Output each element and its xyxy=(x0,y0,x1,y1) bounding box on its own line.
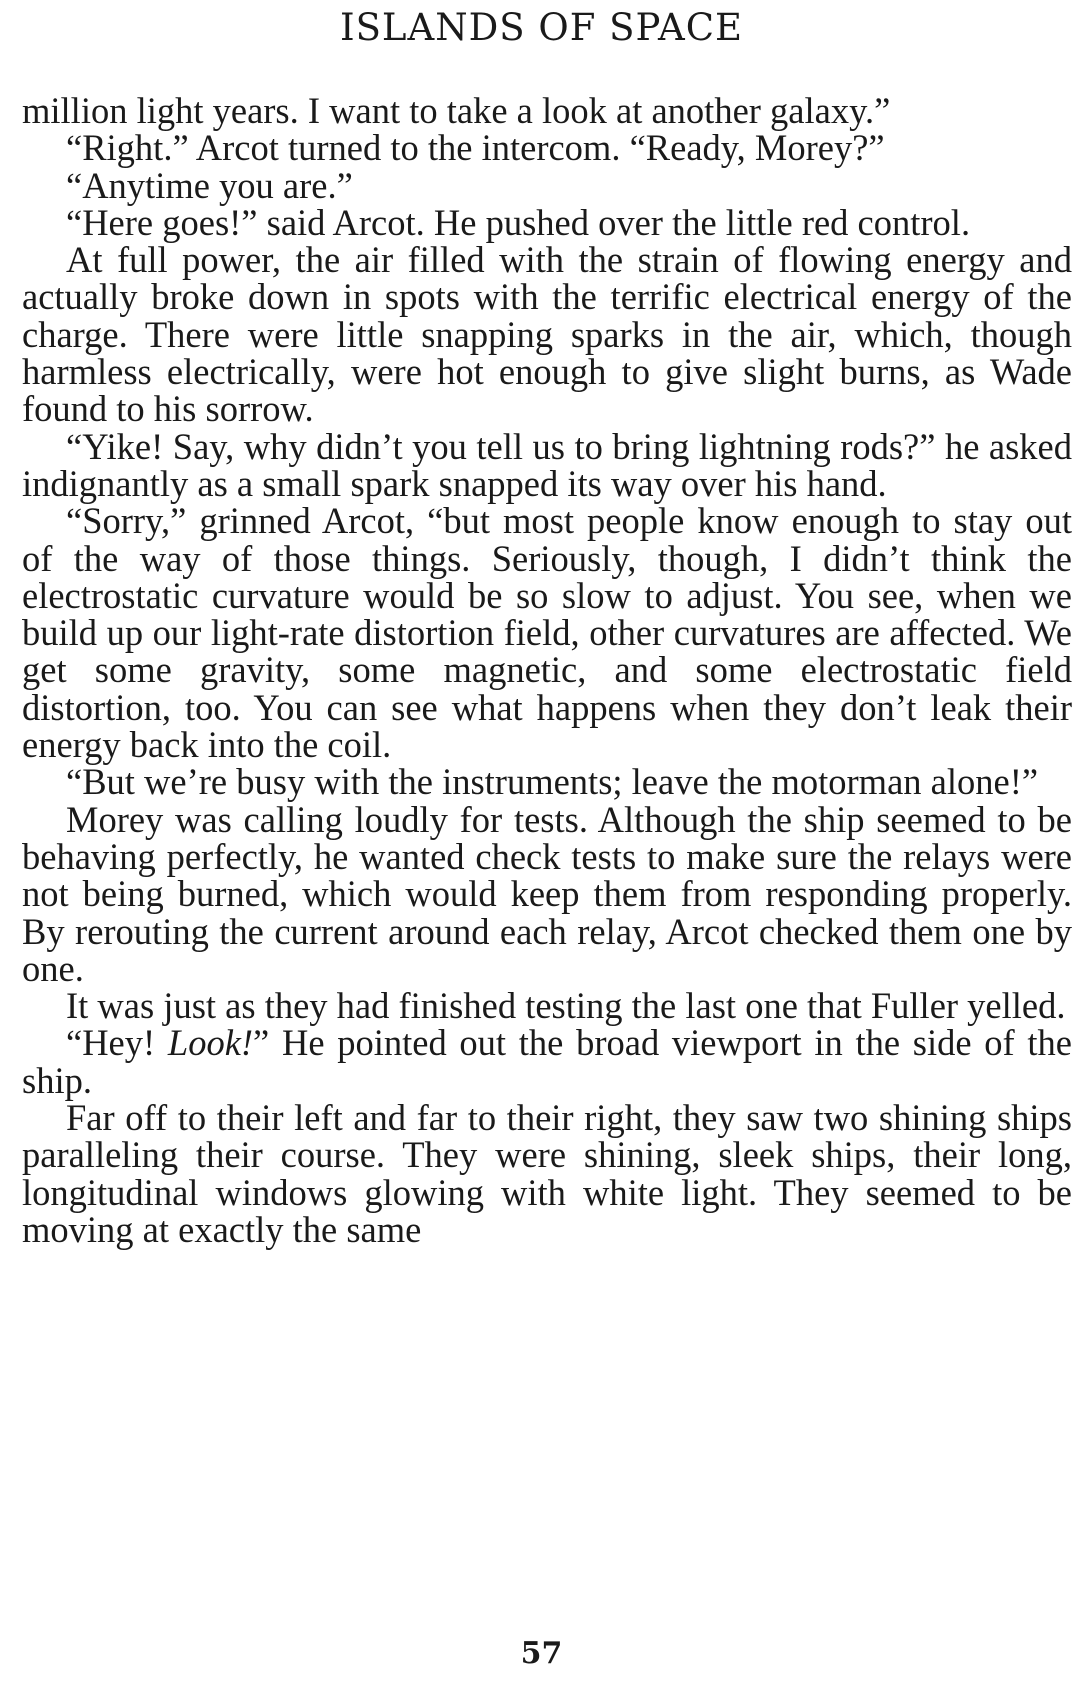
paragraph-hey-look xyxy=(22,1024,1072,1099)
paragraph: At full power, the air filled with the strain of flowing energy and actually broke down in spots with the terrific electrical energy of the charge. There were little snapping sparks in the air, which, though harmless electrically, were hot enough to give slight burns, as Wade found to his sorrow. xyxy=(22,239,1072,430)
paragraph: million light years. I want to take a look at another galaxy.” xyxy=(22,90,891,131)
running-head: ISLANDS OF SPACE xyxy=(339,6,744,49)
paragraph: “Anytime you are.” xyxy=(66,164,353,206)
paragraph-text: ” He pointed out the broad viewport in the side of the ship. xyxy=(22,1022,1072,1101)
paragraph: Far off to their left and far to their right, they saw two shining ships paralleling their course. They were shining, sleek ships, their long, longitudinal windows glowing with white light. They seemed to be moving at exactly the same xyxy=(22,1097,1072,1250)
paragraph: “But we’re busy with the instruments; leave the motorman alone!” xyxy=(66,761,1039,803)
paragraph: “Right.” Arcot turned to the intercom. “Ready, Morey?” xyxy=(66,127,885,169)
italic-text: Look! xyxy=(167,1022,254,1064)
paragraph: It was just as they had finished testing the last one that Fuller yelled. xyxy=(66,985,1066,1027)
paragraph: “Here goes!” said Arcot. He pushed over the little red control. xyxy=(66,201,971,243)
paragraph: “Sorry,” grinned Arcot, “but most people know enough to stay out of the way of those things. Seriously, though, I didn’t think the electrostatic curvature would be so slow to adjust. You see, when we build up our light-rate distortion field, other curvatures are affected. We get some gravity, some magnetic, and some electrostatic field distortion, too. You can see what happens when they don’t leak their energy back into the coil. xyxy=(22,500,1072,766)
page-number: 57 xyxy=(520,1636,563,1671)
body-text xyxy=(22,92,1072,1248)
paragraph: Morey was calling loudly for tests. Although the ship seemed to be behaving perfectly, he wanted check tests to make sure the relays were not being burned, which would keep them from responding properly. By rerouting the current around each relay, Arcot checked them one by one. xyxy=(22,798,1072,989)
paragraph-text: “Hey! xyxy=(66,1022,168,1064)
paragraph: “Yike! Say, why didn’t you tell us to bring lightning rods?” he asked indignantly as a small spark snapped its way over his hand. xyxy=(22,425,1072,504)
